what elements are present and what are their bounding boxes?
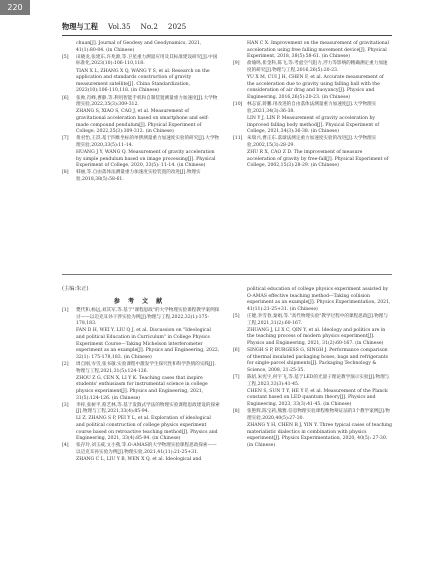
- reference-text: 庄婕,李雪春,秦娟,等."高代物理实验"教学过程中的课程思政[J].物理与工程,2021,31(2):60-167.: [247, 313, 388, 326]
- reference-text: 田晓龙,张建东,许兆源,等.卫星重力测量应用及其标准建设研究[J].中国标准化,2023(10):106-110,118.: [76, 54, 218, 67]
- reference-entry: [62, 376, 220, 402]
- journal-year: 2025: [167, 22, 187, 31]
- reference-number: [233, 116, 243, 136]
- reference-text: 张帅,肖峰,曹静,等.利用智能手机和自制装置测量重力加速度[J].大学物理实验,2022,35(3):309-312.: [76, 95, 218, 108]
- bottom-right-reference-list: [233, 287, 392, 450]
- reference-number: [5]: [233, 313, 240, 319]
- reference-number: [11]: [233, 136, 243, 142]
- reference-entry: [233, 375, 392, 388]
- reference-number: [62, 69, 72, 95]
- reference-text: ZHANG C L, LIU Y B, WEN X Q, et al. Ideological and: [76, 457, 202, 463]
- reference-number: [62, 416, 72, 442]
- reference-number: [8]: [233, 409, 240, 415]
- reference-entry: [62, 41, 220, 54]
- reference-entry: [62, 403, 220, 416]
- reference-number: [233, 75, 243, 101]
- reference-text: 朱瑞兴,曹正东.落球法测定重力加速度实验的改进[J].大学物理实验,2002,15(3):28-29.: [247, 136, 377, 148]
- editor-note: (主编:朱正): [62, 286, 89, 292]
- reference-entry: [62, 109, 220, 135]
- reference-text: 张艳辉,陈宝莉,熊雅.信息物理实验课程唯物辩证法的3个教学案例[J].物理实验,2020,40(5):27-30.: [247, 409, 390, 421]
- reference-entry: [62, 96, 220, 109]
- reference-number: [3]: [62, 402, 69, 408]
- reference-entry: [233, 75, 392, 101]
- reference-number: [62, 376, 72, 402]
- reference-text: 黄君怡,王淇.基于四维坐标的单摆测量重力加速度实验的研究[J].大学物理实验,2020,33(5):11-14.: [76, 136, 220, 148]
- reference-entry: [62, 328, 220, 361]
- reference-entry: [233, 389, 392, 409]
- reference-entry: [62, 362, 220, 375]
- reference-entry: [62, 416, 220, 442]
- reference-entry: [62, 457, 220, 464]
- journal-title: 物理与工程: [62, 22, 98, 31]
- reference-entry: [62, 69, 220, 95]
- reference-text: 陈绍,朱宪宇,何宇飞,等.基于LED的光量子理论教学演示实验[J].物理与工程,2023,33(3):41-45.: [247, 375, 390, 387]
- reference-number: [4]: [62, 443, 69, 449]
- reference-entry: [233, 102, 392, 115]
- reference-number: [7]: [62, 136, 69, 142]
- reference-number: [10]: [233, 102, 243, 108]
- reference-number: [62, 457, 72, 464]
- journal-issue: No.2: [140, 22, 158, 31]
- reference-text: 俞瑜鸣,崔金科,陈飞,等.考虑空气阻力,浮力等影响的精确测定重力加速度的研究[J].物理与工程,2016,26(5):20-23.: [247, 61, 388, 73]
- page-number: 220: [0, 0, 30, 15]
- reference-text: FAN D H, WEI Y, LIU Q J, et al. Discussion on "Ideological and political Education in Curriculum" in College Physics Experiment Course—Taking Michelson interferometer experiment as an example[J]. Physics and Engineering, 2022, 32(1): 175-178,183. (in Chinese): [76, 328, 220, 360]
- reference-text: 李梓,张树平,蔡艺林,等.基于发散式学法的物理实验课程思政建设的探索[J].物理与工程,2021,33(4):85-94.: [76, 402, 220, 415]
- reference-entry: [62, 443, 220, 456]
- reference-entry: [62, 150, 220, 170]
- reference-entry: [233, 328, 392, 348]
- reference-text: ZHUANG J, LI X C, QIN Y, et al. Ideology and politics are in the teaching process of modern physics experiment[J]. Physics and Engineering, 2021, 31(2):60-167. (in Chinese): [247, 327, 386, 346]
- reference-number: [233, 389, 243, 409]
- journal-volume: Vol.35: [107, 22, 131, 31]
- top-left-reference-list: [62, 41, 220, 184]
- reference-text: 周自刚,岑雪,张书敏.实验课程中激发学生探究性和科学热情的实践[J].物理与工程,2021,31(5):124-126.: [76, 361, 216, 374]
- reference-text: HAN C X. Improvement on the measurement of gravitational acceleration using free falling movement device[J]. Physical Experiment, 2018, 38(5):58-61. (in Chinese): [247, 41, 389, 60]
- reference-entry: [233, 136, 392, 149]
- reference-number: [62, 41, 72, 54]
- reference-text: CHEN S, SUN T Y, HE Y F, et al. Measurement of the Planck constant based on LED quantum theory[J]. Physics and Engineering, 2023, 33(3):41-45. (in Chinese): [247, 388, 388, 408]
- reference-number: [233, 150, 243, 170]
- reference-number: [6]: [233, 348, 240, 354]
- reference-text: ZHANG Y H, CHEN B J, YIN Y. Three typical cases of teaching materialistic dialectics in combination with physics experiment[J]. Physics Experimentation, 2020, 40(5): 27-30. (in Chinese): [247, 423, 392, 448]
- reference-number: [2]: [62, 361, 69, 367]
- reference-text: TIAN X L, ZHANG X Q, WANG Y S, et al. Research on the application and standards construction of gravity measurement satellite[J]. China Standardization, 2023(10):106-110,118. (in Chinese): [76, 68, 210, 94]
- reference-text: chuan[J]. Journal of Geodesy and Geodynamics, 2021, 41(1):80-84. (in Chinese): [76, 41, 202, 53]
- section-divider: [62, 274, 392, 275]
- reference-number: [5]: [62, 54, 69, 60]
- reference-text: LI Z, ZHANG S P, PEI Y L, et al. Exploration of ideological and political construction of college physics experiment course based on retroactive teaching method[J]. Physics and Engineering, 2021, 33(4):85-94. (in Chinese): [76, 416, 218, 442]
- reference-text: 樊代和,杨远,刘其军,等.基于"课程思政"的大学物理实验课程教学案例探讨——以迈克耳孙干涉实验为例[J].物理与工程,2022,32(1):175-178,183.: [76, 308, 220, 327]
- reference-entry: [62, 308, 220, 328]
- reference-text: ZHANG S, XIAO S, CAO J, et al. Measurement of gravitational acceleration based on smartphone and self-made compound pendulum[J]. Physical Experiment of College, 2022,35(3):309-312. (in Chinese): [76, 109, 209, 135]
- reference-number: [6]: [62, 95, 69, 101]
- reference-entry: [62, 170, 220, 183]
- reference-entry: [233, 61, 392, 74]
- reference-number: [233, 423, 243, 449]
- reference-entry: [233, 41, 392, 61]
- reference-entry: [233, 150, 392, 170]
- reference-text: political education of college physics experiment assisted by O-AMAS effective teaching method—Taking collision experiment as an example[J]. Physics Experimentation, 2021, 41(11):21-25+31. (in Chinese): [247, 287, 391, 312]
- reference-text: HUANG J Y, WANG Q. Measurement of gravity acceleration by simple pendulum based on image processing[J]. Physical Experiment of College, 2020, 33(5): 11-14. (in Chinese): [76, 150, 216, 169]
- reference-entry: [233, 287, 392, 313]
- reference-entry: [233, 348, 392, 374]
- references-heading: 参 考 文 献: [113, 298, 166, 305]
- reference-number: [62, 328, 72, 361]
- reference-number: [7]: [233, 375, 240, 381]
- reference-text: ZHOU Z G, CEN X, LI Y K. Teaching cases that inspire students' enthusiasm for instrumental science in college physics experiment[J]. Physics and Engineering, 2021, 31(5):124-126. (in Chinese): [76, 375, 208, 401]
- reference-text: 韩丽,等.自由落体法测量重力加速度实验装置的改进[J].物理实验,2018,38(5):58-61.: [76, 170, 201, 183]
- reference-number: [8]: [62, 170, 69, 176]
- reference-entry: [233, 423, 392, 449]
- header-rule: [62, 35, 392, 36]
- reference-text: 张存玲,刘玉威,文小燕,等.O-AMAS的大学物理实验课程思政探索——以迈克耳孙实验为例[J].物理实验,2021,41(11):21-25+31.: [76, 443, 217, 456]
- reference-text: SINGH S P, BURGESS G, SINGH J. Performance comparison of thermal insulated packaging boxes, bags and refrigerants for single-parcel shipments[J]. Packaging Technology & Science, 2008, 21:25-35.: [247, 348, 388, 373]
- reference-entry: [62, 55, 220, 68]
- reference-number: [62, 109, 72, 135]
- top-right-reference-list: [233, 41, 392, 170]
- reference-number: [9]: [233, 61, 240, 67]
- reference-text: 林志富,蒋鹏.用改进的自由落体法测量重力加速度[J].大学物理实验,2021,34(3):36-38.: [247, 102, 377, 114]
- reference-number: [233, 287, 243, 313]
- reference-number: [62, 150, 72, 170]
- reference-text: ZHU R X, CAO Z D. The improvement of measure acceleration of gravity by free-fall[J]. Physical Experiment of College, 2002,15(3):28-29. (in Chinese): [247, 150, 389, 169]
- reference-number: [233, 41, 243, 61]
- reference-entry: [233, 116, 392, 136]
- reference-entry: [62, 136, 220, 149]
- reference-number: [1]: [62, 308, 69, 313]
- reference-entry: [233, 314, 392, 327]
- running-head: [62, 22, 392, 34]
- reference-number: [233, 328, 243, 348]
- bottom-left-reference-list: [62, 308, 220, 464]
- reference-text: LIN Y J, LIN P. Measurement of gravity acceleration by improved falling body method[J]. Physical Experiment of College, 2021,34(3):36-38. (in Chinese): [247, 115, 380, 135]
- reference-entry: [233, 409, 392, 422]
- reference-text: YU X M, CUI J H, CHEN F, et al. Accurate measurement of the acceleration due to gravity using falling ball with the consideration of air drag and buoyancy[J]. Physics and Engineering, 2016,26(5):20-23. (in Chinese): [247, 75, 384, 100]
